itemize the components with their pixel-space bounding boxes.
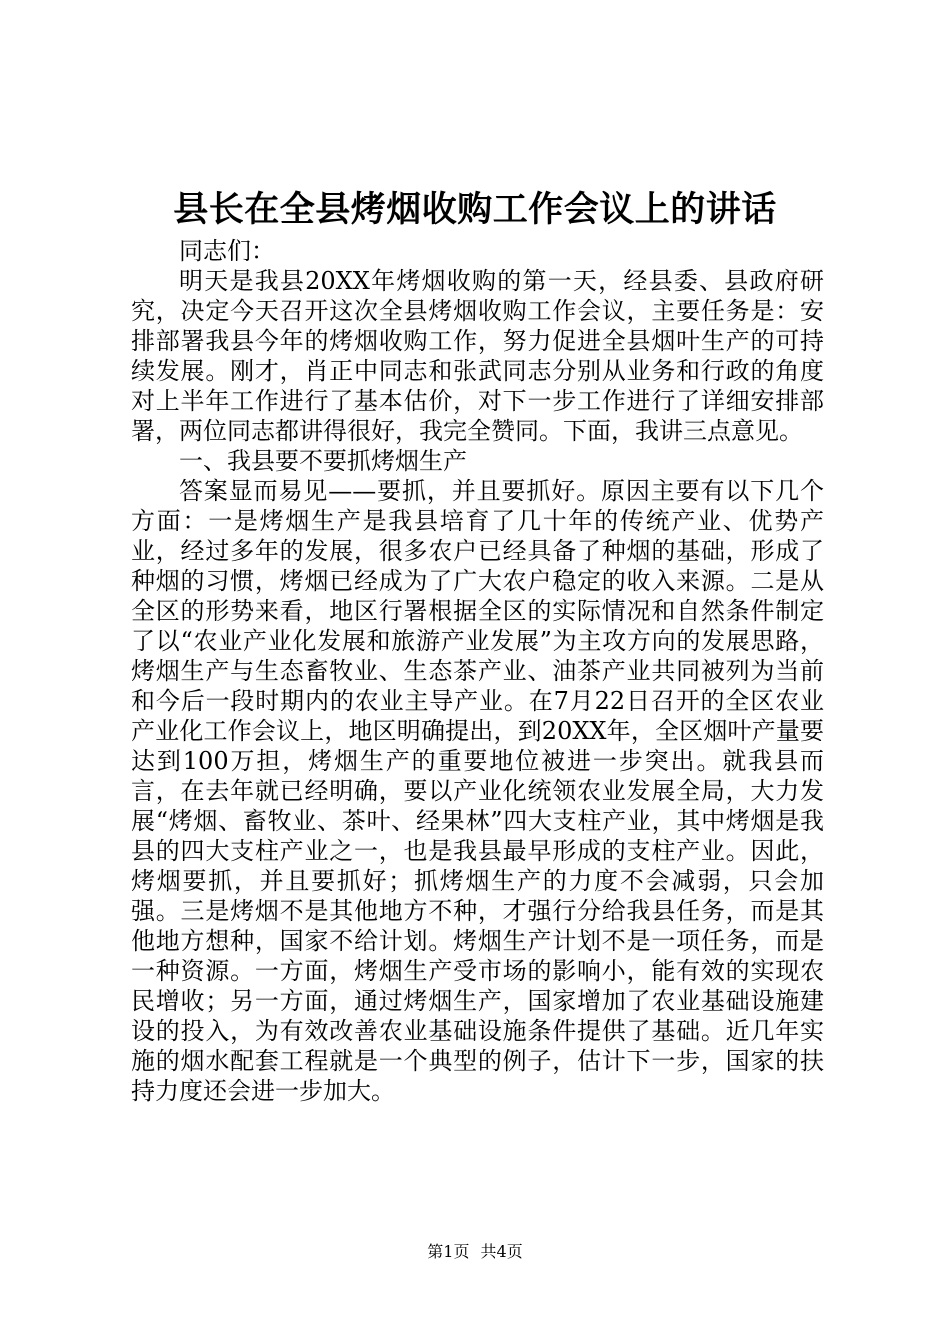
document-body (131, 236, 824, 1106)
section-paragraph: 答案显而易见——要抓，并且要抓好。原因主要有以下几个方面：一是烤烟生产是我县培育了几十年的传统产业、优势产业，经过多年的发展，很多农户已经具备了种烟的基础，形成了种烟的习惯，烤烟已经成为了广大农户稳定的收入来源。二是从全区的形势来看，地区行署根据全区的实际情况和自然条件制定了以“农业产业化发展和旅游产业发展”为主攻方向的发展思路，烤烟生产与生态畜牧业、生态茶产业、油茶产业共同被列为当前和今后一段时期内的农业主导产业。在7月22日召开的全区农业产业化工作会议上，地区明确提出，到20XX年，全区烟叶产量要达到100万担，烤烟生产的重要地位被进一步突出。就我县而言，在去年就已经明确，要以产业化统领农业发展全局，大力发展“烤烟、畜牧业、茶叶、经果林”四大支柱产业，其中烤烟是我县的四大支柱产业之一，也是我县最早形成的支柱产业。因此，烤烟要抓，并且要抓好；抓烤烟生产的力度不会减弱，只会加强。三是烤烟不是其他地方不种，才强行分给我县任务，而是其他地方想种，国家不给计划。烤烟生产计划不是一项任务，而是一种资源。一方面，烤烟生产受市场的影响小，能有效的实现农民增收；另一方面，通过烤烟生产，国家增加了农业基础设施建设的投入，为有效改善农业基础设施条件提供了基础。近几年实施的烟水配套工程就是一个典型的例子，估计下一步，国家的扶持力度还会进一步加大。 (131, 477, 824, 1105)
page-footer (0, 1240, 950, 1264)
page-number: 第1页 (427, 1242, 470, 1261)
document-title: 县长在全县烤烟收购工作会议上的讲话 (173, 189, 777, 230)
section-heading: 一、我县要不要抓烤烟生产 (179, 447, 467, 475)
salutation-paragraph: 同志们： (179, 237, 275, 265)
page-total: 共4页 (480, 1242, 523, 1261)
intro-paragraph: 明天是我县20XX年烤烟收购的第一天，经县委、县政府研究，决定今天召开这次全县烤烟收购工作会议，主要任务是：安排部署我县今年的烤烟收购工作，努力促进全县烟叶生产的可持续发展。刚才，肖正中同志和张武同志分别从业务和行政的角度对上半年工作进行了基本估价，对下一步工作进行了详细安排部署，两位同志都讲得很好，我完全赞同。下面，我讲三点意见。 (131, 267, 824, 445)
